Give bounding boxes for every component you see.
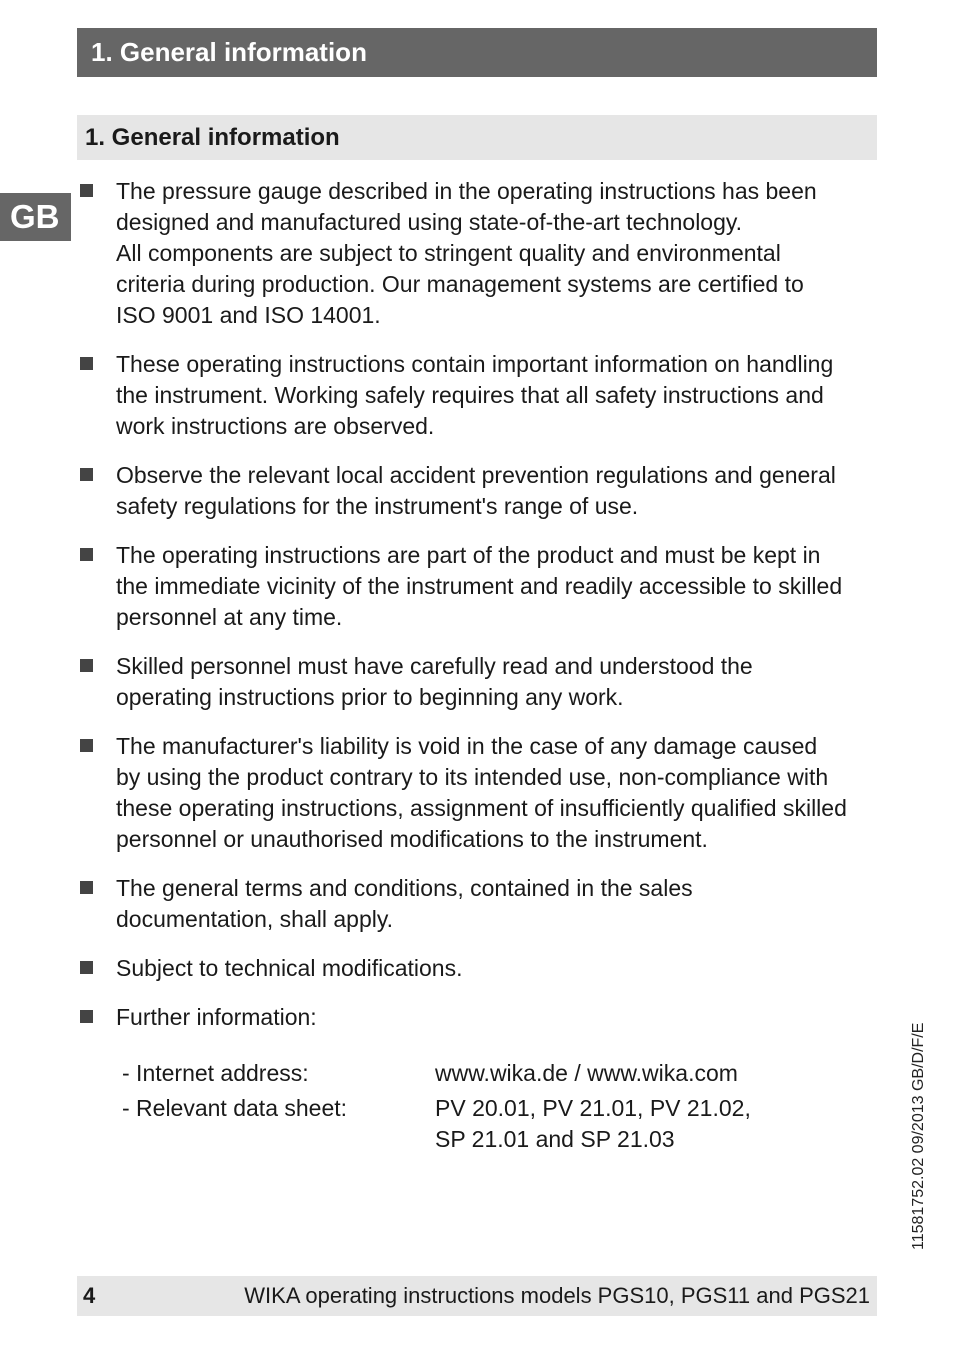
- bullet-item: [80, 460, 880, 522]
- bullet-text: The general terms and conditions, contained in the sales documentation, shall apply.: [116, 875, 693, 932]
- info-label: - Internet address:: [122, 1060, 309, 1086]
- bullet-item: [80, 873, 880, 935]
- square-bullet-icon: [80, 468, 93, 481]
- bullet-text: Observe the relevant local accident prevention regulations and general safety regulations for the instrument's range of use.: [116, 462, 836, 519]
- bullet-item: [80, 651, 880, 713]
- bullet-text: The operating instructions are part of the product and must be kept in the immediate vicinity of the instrument and readily accessible to skilled personnel at any time.: [116, 542, 843, 630]
- bullet-item: [80, 1002, 880, 1033]
- bullet-text: The manufacturer's liability is void in the case of any damage caused by using the product contrary to its intended use, non-compliance with these operating instructions, assignment of insufficiently qualified skilled personnel or unauthorised modifications to the instrument.: [116, 733, 847, 852]
- data-sheet-value: PV 20.01, PV 21.01, PV 21.02, SP 21.01 and SP 21.03: [435, 1095, 751, 1152]
- bullet-item: [80, 349, 880, 442]
- bullet-text: Further information:: [116, 1004, 317, 1030]
- internet-address-link[interactable]: www.wika.de / www.wika.com: [435, 1060, 738, 1086]
- chapter-header: [77, 28, 877, 77]
- info-row-internet: [122, 1058, 751, 1089]
- bullet-item: [80, 953, 880, 984]
- page-number: 4: [83, 1283, 96, 1308]
- square-bullet-icon: [80, 1010, 93, 1023]
- bullet-text: The pressure gauge described in the operating instructions has been designed and manufactured using state-of-the-art technology. All components are subject to stringent quality and environmental criteria during production. Our management systems are certified to ISO 9001 and ISO 14001.: [116, 178, 817, 328]
- chapter-title: 1. General information: [91, 37, 367, 67]
- section-title: 1. General information: [85, 124, 340, 151]
- document-code: 11581752.02 09/2013 GB/D/F/E: [910, 1022, 927, 1250]
- footer-title: WIKA operating instructions models PGS10, PGS11 and PGS21: [244, 1283, 870, 1308]
- language-tab: [0, 193, 71, 241]
- further-info-table: [122, 1058, 751, 1159]
- square-bullet-icon: [80, 739, 93, 752]
- bullet-list: [80, 176, 880, 1051]
- square-bullet-icon: [80, 548, 93, 561]
- square-bullet-icon: [80, 659, 93, 672]
- bullet-item: [80, 731, 880, 855]
- section-heading: [77, 115, 877, 160]
- language-label: GB: [10, 198, 60, 235]
- bullet-item: [80, 540, 880, 633]
- info-label: - Relevant data sheet:: [122, 1095, 348, 1121]
- bullet-text: These operating instructions contain important information on handling the instrument. Working safely requires that all safety instructions and work instructions are observed.: [116, 351, 834, 439]
- square-bullet-icon: [80, 961, 93, 974]
- info-row-datasheet: [122, 1093, 751, 1155]
- square-bullet-icon: [80, 184, 93, 197]
- square-bullet-icon: [80, 357, 93, 370]
- bullet-text: Skilled personnel must have carefully read and understood the operating instructions prior to beginning any work.: [116, 653, 753, 710]
- page-footer: [77, 1276, 877, 1316]
- bullet-item: [80, 176, 880, 331]
- bullet-text: Subject to technical modifications.: [116, 955, 463, 981]
- square-bullet-icon: [80, 881, 93, 894]
